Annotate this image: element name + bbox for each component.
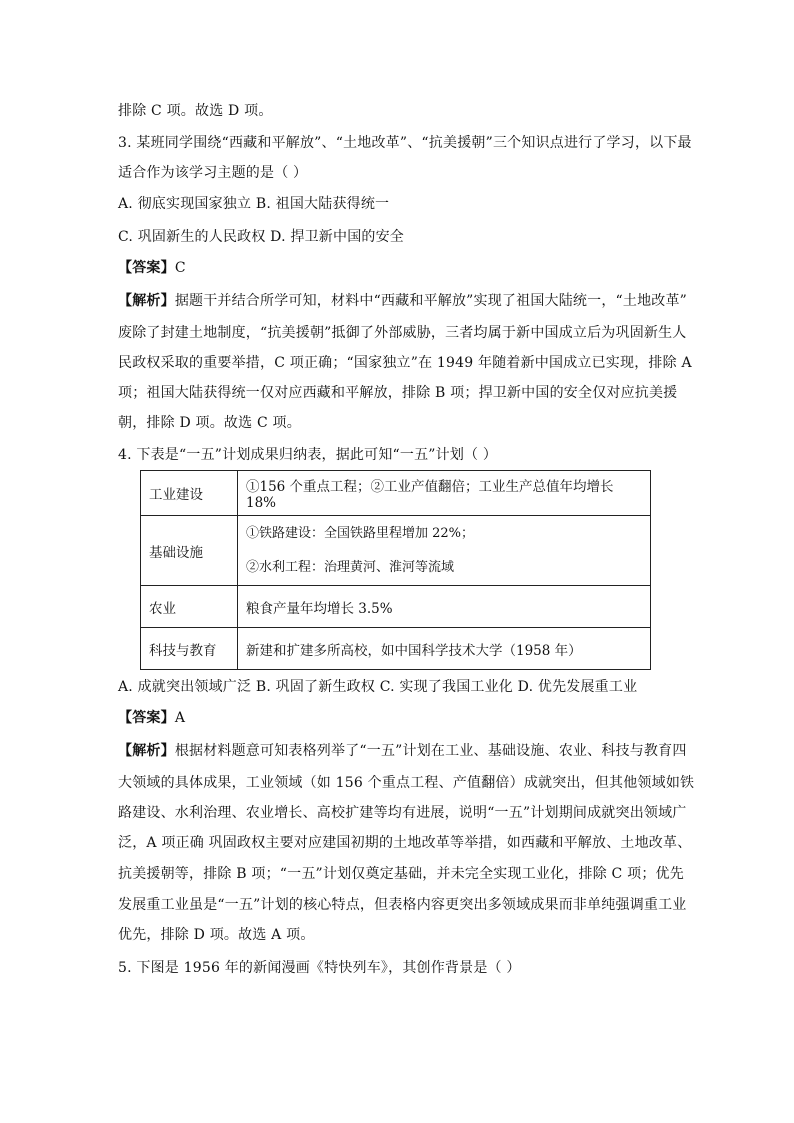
q4-answer-label: 【答案】 <box>118 710 175 726</box>
q3-analysis-line1 <box>118 292 687 310</box>
table-cell-content: 粮食产量年均增长 3.5% <box>238 586 651 628</box>
q3-analysis-label: 【解析】 <box>118 293 175 309</box>
table-row <box>141 628 651 670</box>
q3-stem-line1: 3. 某班同学围绕“西藏和平解放”、“土地改革”、“抗美援朝”三个知识点进行了学习，以下最 <box>118 135 692 151</box>
q3-answer <box>118 259 186 277</box>
q5-stem: 5. 下图是 1956 年的新闻漫画《特快列车》，其创作背景是（ ） <box>118 960 521 976</box>
q3-analysis-line4: 项；祖国大陆获得统一仅对应西藏和平解放，排除 B 项；捍卫新中国的安全仅对应抗美援 <box>118 385 678 401</box>
table-cell-content-line: ②水利工程：治理黄河、淮河等流域 <box>246 559 455 575</box>
q4-analysis-line4: 泛，A 项正确 巩固政权主要对应建国初期的土地改革等举措，如西藏和平解放、土地改革、 <box>118 835 692 851</box>
q4-analysis-line1 <box>118 742 687 760</box>
q3-options-line1: A. 彻底实现国家独立 B. 祖国大陆获得统一 <box>118 196 390 212</box>
table-cell-content <box>238 516 651 586</box>
q4-analysis-line3: 路建设、水利治理、农业增长、高校扩建等均有进展，说明“一五”计划期间成就突出领域广 <box>118 805 687 821</box>
q3-analysis-line2: 废除了封建土地制度，“抗美援朝”抵御了外部威胁，三者均属于新中国成立后为巩固新生人 <box>118 325 687 341</box>
table-cell-category: 工业建设 <box>141 471 238 516</box>
q4-analysis-label: 【解析】 <box>118 743 175 759</box>
q3-analysis-line3: 民政权采取的重要举措，C 项正确；“国家独立”在 1949 年随着新中国成立已实现，排除 A <box>118 355 692 371</box>
q4-answer-value: A <box>174 710 186 726</box>
table-row <box>141 516 651 586</box>
table-cell-content: ①156 个重点工程；②工业产值翻倍；工业生产总值年均增长 18% <box>238 471 651 516</box>
table-cell-content-line: ①铁路建设：全国铁路里程增加 22%； <box>246 525 475 541</box>
q4-analysis-line6: 发展重工业虽是“一五”计划的核心特点，但表格内容更突出多领域成果而非单纯强调重工业 <box>118 897 687 913</box>
q4-analysis-line5: 抗美援朝等，排除 B 项；“一五”计划仅奠定基础，并未完全实现工业化，排除 C 项；优先 <box>118 866 684 882</box>
q4-analysis-text1: 根据材料题意可知表格列举了“一五”计划在工业、基础设施、农业、科技与教育四 <box>174 743 687 759</box>
table-cell-category: 农业 <box>141 586 238 628</box>
q4-analysis-line2: 大领域的具体成果，工业领域（如 156 个重点工程、产值翻倍）成就突出，但其他领域如铁 <box>118 775 695 791</box>
table-cell-category: 科技与教育 <box>141 628 238 670</box>
q4-stem: 4. 下表是“一五”计划成果归纳表，据此可知“一五”计划（ ） <box>118 447 498 463</box>
q4-analysis-line7: 优先，排除 D 项。故选 A 项。 <box>118 927 315 943</box>
prev-question-end: 排除 C 项。故选 D 项。 <box>118 103 273 119</box>
table-cell-content: 新建和扩建多所高校，如中国科学技术大学（1958 年） <box>238 628 651 670</box>
plan-summary-table <box>140 470 651 670</box>
q3-options-line2: C. 巩固新生的人民政权 D. 捍卫新中国的安全 <box>118 229 404 245</box>
q3-stem-line2: 适合作为该学习主题的是（ ） <box>118 165 308 181</box>
q4-answer <box>118 709 185 727</box>
table-cell-category: 基础设施 <box>141 516 238 586</box>
table-row <box>141 586 651 628</box>
q3-answer-value: C <box>174 260 186 276</box>
q3-analysis-line5: 朝，排除 D 项。故选 C 项。 <box>118 415 301 431</box>
q4-options-line: A. 成就突出领域广泛 B. 巩固了新生政权 C. 实现了我国工业化 D. 优先发展重工业 <box>118 679 638 695</box>
table-row <box>141 471 651 516</box>
q3-answer-label: 【答案】 <box>118 260 175 276</box>
q3-analysis-text1: 据题干并结合所学可知，材料中“西藏和平解放”实现了祖国大陆统一，“土地改革” <box>174 293 688 309</box>
